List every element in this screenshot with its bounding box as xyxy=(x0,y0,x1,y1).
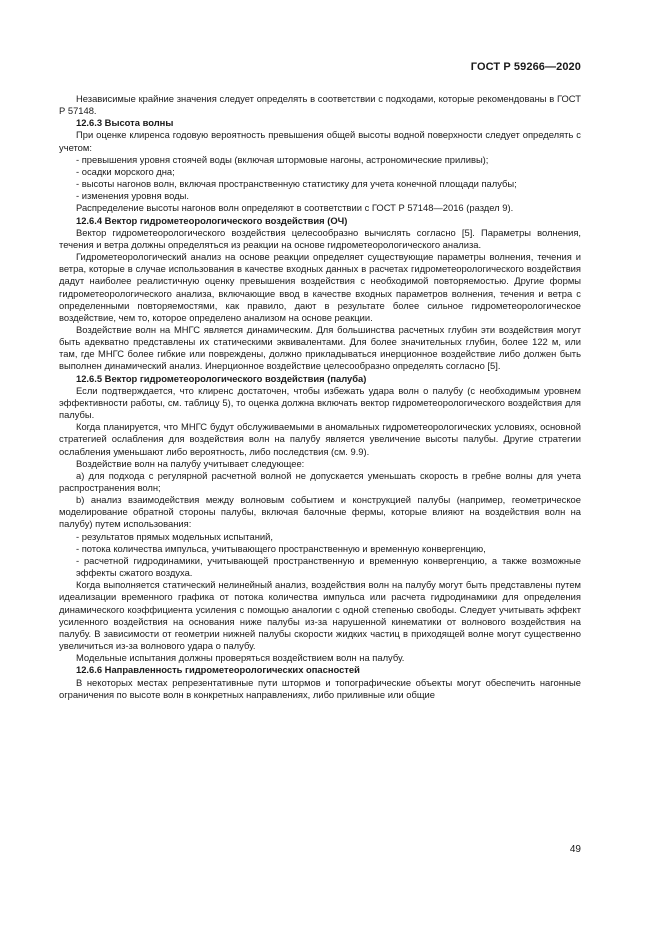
paragraph: Вектор гидрометеорологического воздействия целесообразно вычислять согласно [5]. Параметры волнения, течения и ветра должны определяться из реакции на основе гидрометеорологического анализа. xyxy=(59,226,581,250)
list-item: - высоты нагонов волн, включая пространственную статистику для учета конечной площади палубы; xyxy=(76,178,517,190)
list-item: - изменения уровня воды. xyxy=(76,190,189,202)
section-heading: 12.6.3 Высота волны xyxy=(76,117,174,129)
paragraph: Воздействие волн на МНГС является динамическим. Для большинства расчетных глубин эти воздействия могут быть адекватно представлены их статическими эквивалентами. Для более значительных глубин, более 122 м, или там, где МНГС более гибкие или повреждены, должно прикладываться инерционное воздействие либо должен быть выполнен динамический анализ. Инерционное воздействие целесообразно определять согласно [5]. xyxy=(59,323,581,372)
list-item: - осадки морского дна; xyxy=(76,165,175,177)
paragraph: Модельные испытания должны проверяться воздействием волн на палубу. xyxy=(76,652,405,664)
paragraph: Когда планируется, что МНГС будут обслуживаемыми в аномальных гидрометеорологических условиях, основной стратегией ослабления для воздействия волн на палубу является увеличение высоты палубы. Другие стратегии ослабления уменьшают либо вероятность, либо последствия (см. 9.9). xyxy=(59,421,581,457)
paragraph: Если подтверждается, что клиренс достаточен, чтобы избежать удара волн о палубу (с необходимым уровнем эффективности работы, см. таблицу 5), то оценка должна включать вектор гидрометеорологического воздействия для палубы. xyxy=(59,384,581,421)
page-number: 49 xyxy=(569,844,581,855)
list-item: - результатов прямых модельных испытаний, xyxy=(76,530,273,542)
paragraph: b) анализ взаимодействия между волновым событием и конструкцией палубы (например, геометрическое моделирование обратной стороны палубы, включая балочные фермы, которые влияют на воздействия волн на палубу) путем использования: xyxy=(59,494,581,530)
section-heading: 12.6.4 Вектор гидрометеорологического воздействия (ОЧ) xyxy=(76,214,348,226)
section-heading: 12.6.5 Вектор гидрометеорологического воздействия (палуба) xyxy=(76,372,367,384)
paragraph: a) для подхода с регулярной расчетной волной не допускается уменьшать скорость в гребне волны для учета распространения волн; xyxy=(59,469,581,493)
paragraph: Когда выполняется статический нелинейный анализ, воздействия волн на палубу могут быть представлены путем идеализации временного графика от потока количества импульса или расчета гидродинамики для определения динамического коэффициента усиления с помощью аналогии с одной степенью свободы. Следует учитывать эффект усиленного воздействия на основания ниже палубы из-за нарушенной кинематики от волнового воздействия на палубу. В зависимости от геометрии нижней палубы скорости жидких частиц в приходящей волне могут существенно увеличиться из-за волнового удара о палубу. xyxy=(59,579,581,652)
list-item: - потока количества импульса, учитывающего пространственную и временную конвергенцию, xyxy=(76,542,486,554)
paragraph: При оценке клиренса годовую вероятность превышения общей высоты водной поверхности следует определять с учетом: xyxy=(59,129,581,153)
paragraph: В некоторых местах репрезентативные пути штормов и топографические объекты могут обеспечить нагонные ограничения по высоте волн в конкретных направлениях, либо приливные или общие xyxy=(59,676,581,700)
document-body xyxy=(59,93,581,701)
paragraph: Воздействие волн на палубу учитывает следующее: xyxy=(76,457,305,469)
list-item: - превышения уровня стоячей воды (включая штормовые нагоны, астрономические приливы); xyxy=(76,153,489,165)
list-item: - расчетной гидродинамики, учитывающей пространственную и временную конвергенцию, а также возможные эффекты сжатого воздуха. xyxy=(76,554,581,579)
paragraph: Независимые крайние значения следует определять в соответствии с подходами, которые рекомендованы в ГОСТ Р 57148. xyxy=(59,93,581,117)
section-heading: 12.6.6 Направленность гидрометеорологических опасностей xyxy=(76,664,360,676)
paragraph: Распределение высоты нагонов волн определяют в соответствии с ГОСТ Р 57148—2016 (раздел 9). xyxy=(76,202,514,214)
paragraph: Гидрометеорологический анализ на основе реакции определяет существующие параметры волнения, течения и ветра, которые в случае использования в качестве входных данных в расчетах гидрометеорологического воздействия дадут наиболее реалистичную оценку превышения воздействия с необходимой повторяемостью. Другие формы гидрометеорологического анализа, включающие ввод в качестве входных параметров волнения, течения и ветра с определенными повторяемостями, как правило, дают в результате более сильное гидрометеорологическое воздействие, чем то, которое определено анализом на основе реакции. xyxy=(59,251,581,323)
standard-number-header: ГОСТ Р 59266—2020 xyxy=(470,61,581,73)
